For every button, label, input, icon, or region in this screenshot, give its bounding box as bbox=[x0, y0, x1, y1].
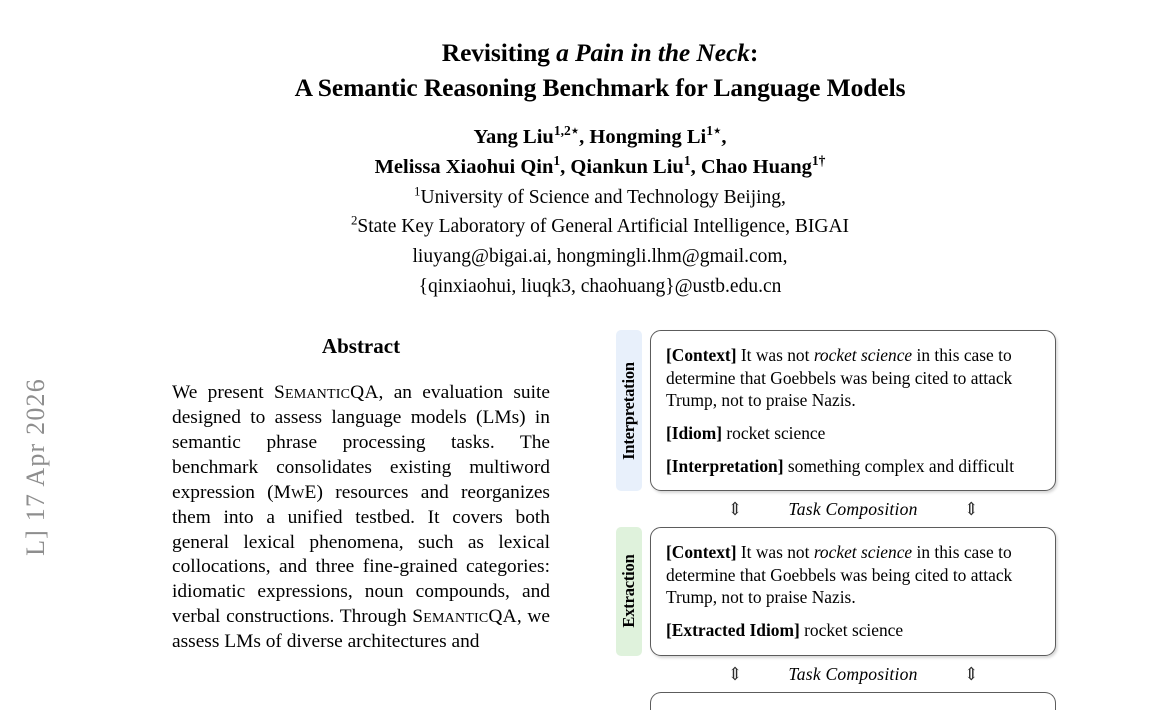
author-affiliation-marker: 1,2⋆ bbox=[553, 123, 580, 139]
context-post: in this case to determine that Goebbels was being cited to attack Trump, not to praise Nazis. bbox=[666, 345, 1013, 411]
interpretation-label: [Interpretation] bbox=[666, 455, 784, 476]
affiliation-2 bbox=[150, 212, 1050, 242]
interpretation-value: something complex and difficult bbox=[783, 455, 1015, 476]
extracted-idiom-value: rocket science bbox=[799, 620, 904, 640]
task-composition-label: Task Composition bbox=[788, 499, 918, 520]
title-suffix: : bbox=[749, 38, 759, 67]
context-label: [Context] bbox=[666, 542, 737, 563]
author-line-1 bbox=[150, 122, 1050, 152]
context-pre: It was not bbox=[736, 542, 814, 563]
context-pre: It was not bbox=[736, 345, 814, 365]
abstract-segment: , we assess LMs of diverse architectures and bbox=[172, 606, 550, 653]
title-prefix: Revisiting bbox=[441, 38, 557, 67]
author-name: , Chao Huang bbox=[690, 156, 812, 179]
context-post: in this case to determine that Goebbels was being cited to attack Trump, not to praise Nazis. bbox=[666, 542, 1013, 608]
author-affiliation-marker: 1 bbox=[683, 153, 691, 169]
abstract-column bbox=[172, 334, 550, 655]
affiliation-text: University of Science and Technology Beijing, bbox=[420, 186, 786, 208]
example-box-extraction bbox=[650, 527, 1056, 656]
context-paragraph bbox=[666, 541, 1039, 609]
affiliation-text: State Key Laboratory of General Artificial Intelligence, BIGAI bbox=[357, 216, 850, 238]
author-affiliation-marker: 1† bbox=[811, 153, 826, 169]
benchmark-name: SemanticQA bbox=[273, 382, 379, 403]
author-name: , bbox=[721, 126, 727, 148]
mwe-abbreviation: MwE bbox=[273, 481, 317, 503]
author-name: , Hongming Li bbox=[579, 126, 707, 148]
idiom-label: [Idiom] bbox=[666, 422, 723, 443]
figure-row-clipped bbox=[616, 692, 1056, 710]
idiom-paragraph bbox=[666, 422, 1039, 445]
author-name: , Qiankun Liu bbox=[560, 156, 684, 179]
double-arrow-icon: ⇕ bbox=[963, 499, 979, 520]
abstract-segment: We present bbox=[172, 382, 274, 403]
figure-row-interpretation bbox=[616, 330, 1056, 491]
task-tag-label: Extraction bbox=[619, 554, 638, 628]
double-arrow-icon: ⇕ bbox=[727, 499, 743, 520]
title-line-1 bbox=[150, 36, 1050, 71]
example-box-clipped bbox=[650, 692, 1056, 710]
context-label: [Context] bbox=[666, 345, 737, 365]
interpretation-paragraph bbox=[666, 455, 1039, 478]
extracted-idiom-label: [Extracted Idiom] bbox=[666, 620, 800, 640]
author-affiliation-marker: 1 bbox=[553, 153, 561, 169]
title-line-2: A Semantic Reasoning Benchmark for Language Models bbox=[294, 72, 906, 102]
figure-row-extraction bbox=[616, 527, 1056, 656]
author-block bbox=[150, 122, 1050, 302]
affiliation-marker: 1 bbox=[414, 184, 421, 199]
extracted-idiom-paragraph bbox=[666, 619, 1039, 642]
task-tag-placeholder bbox=[616, 692, 642, 710]
arxiv-stamp: L] 17 Apr 2026 bbox=[21, 378, 50, 556]
author-name: Yang Liu bbox=[473, 126, 554, 148]
author-name: Melissa Xiaohui Qin bbox=[374, 156, 554, 179]
abstract-body bbox=[172, 381, 550, 655]
idiom-value: rocket science bbox=[722, 422, 826, 443]
paper-title bbox=[150, 36, 1050, 105]
email-line-2: {qinxiaohui, liuqk3, chaohuang}@ustb.edu.cn bbox=[418, 276, 782, 298]
example-box-interpretation bbox=[650, 330, 1056, 491]
task-tag-interpretation bbox=[616, 330, 642, 491]
task-composition-connector bbox=[616, 656, 1056, 692]
double-arrow-icon: ⇕ bbox=[963, 663, 979, 684]
affiliation-marker: 2 bbox=[350, 213, 358, 228]
email-line-1: liuyang@bigai.ai, hongmingli.lhm@gmail.com, bbox=[412, 245, 788, 267]
context-idiom-phrase: rocket science bbox=[813, 345, 913, 365]
abstract-segment: ) resources and reorganizes them into a unified testbed. It covers both general lexical phenomena, such as lexical collocations, and three fine-grained categories: idiomatic expressions, noun compounds, and verbal constructions. Through bbox=[172, 481, 550, 628]
task-composition-connector bbox=[616, 491, 1056, 527]
author-affiliation-marker: 1⋆ bbox=[706, 123, 722, 139]
context-idiom-phrase: rocket science bbox=[813, 542, 913, 563]
task-tag-extraction bbox=[616, 527, 642, 656]
benchmark-name: SemanticQA bbox=[412, 606, 517, 628]
double-arrow-icon: ⇕ bbox=[727, 663, 743, 684]
abstract-heading: Abstract bbox=[321, 334, 401, 358]
task-composition-label: Task Composition bbox=[788, 663, 918, 684]
author-line-2 bbox=[150, 152, 1050, 182]
context-paragraph bbox=[666, 344, 1039, 412]
title-italic-phrase: a Pain in the Neck bbox=[556, 38, 750, 67]
task-tag-label: Interpretation bbox=[619, 361, 638, 460]
affiliation-1 bbox=[150, 183, 1050, 213]
abstract-segment: , an evaluation suite designed to assess language models (LMs) in semantic phrase processing tasks. The benchmark consolidates existing multiword expression ( bbox=[172, 382, 551, 503]
figure-column bbox=[616, 330, 1056, 710]
